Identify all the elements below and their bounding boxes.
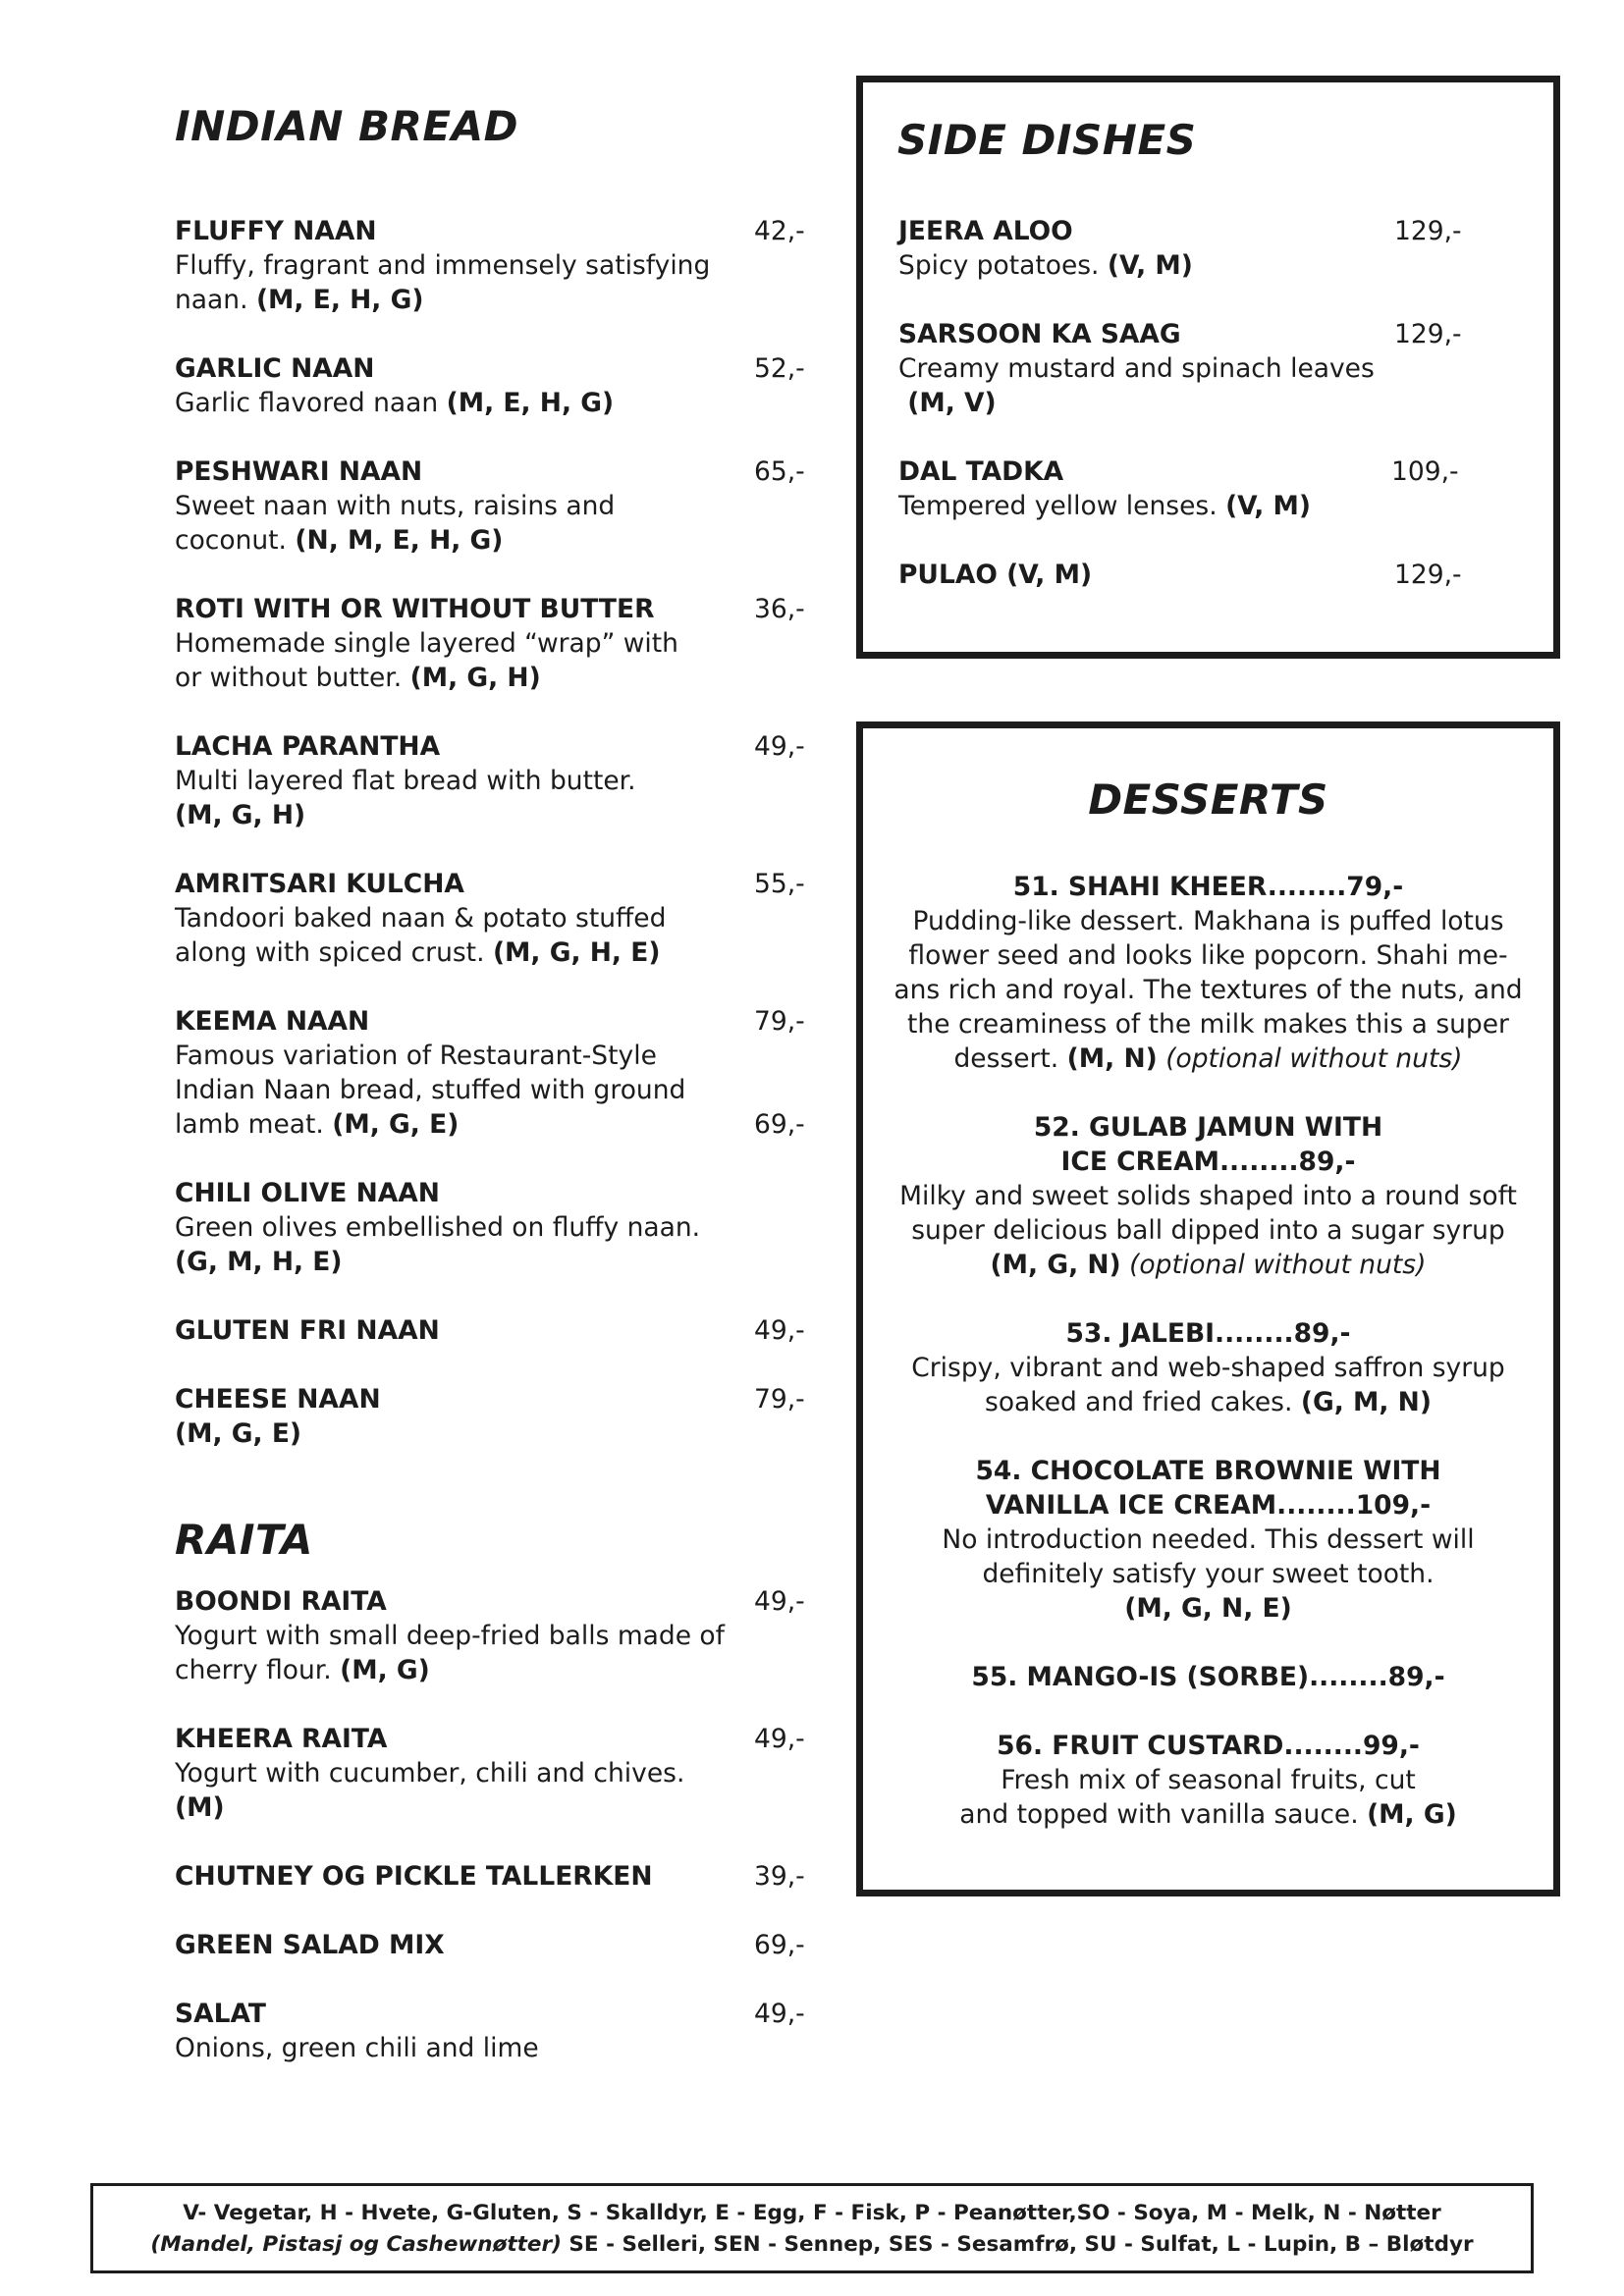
- dessert-allergens: (M, G): [1367, 1799, 1457, 1830]
- item-desc: Green olives embellished on fluffy naan.: [175, 1212, 701, 1243]
- item-price: 65,-: [754, 456, 805, 487]
- dessert-desc: definitely satisfy your sweet tooth.: [982, 1559, 1435, 1589]
- item-allergens: (M, G): [340, 1655, 430, 1685]
- item-name: PESHWARI NAAN: [175, 456, 423, 487]
- item-allergens: (M, V): [898, 388, 997, 418]
- item-name: SALAT: [175, 1999, 267, 2029]
- item-name: DAL TADKA: [898, 456, 1064, 487]
- dessert-title: ICE CREAM........89,-: [1060, 1147, 1356, 1177]
- item-allergens: (M, E, H, G): [255, 285, 424, 315]
- dessert-allergens: (M, G, N, E): [1124, 1593, 1292, 1624]
- item-desc: Tandoori baked naan & potato stuffed: [175, 903, 667, 934]
- item-price: 49,-: [754, 1586, 805, 1617]
- menu-item: [175, 1313, 803, 1348]
- dessert-desc: flower seed and looks like popcorn. Shahi me-: [908, 940, 1508, 971]
- dessert-title: VANILLA ICE CREAM........109,-: [985, 1490, 1432, 1521]
- menu-item: [175, 867, 803, 970]
- item-allergens: (N, M, E, H, G): [295, 525, 504, 556]
- desserts-title: DESSERTS: [1088, 775, 1328, 824]
- item-price: 52,-: [754, 353, 805, 384]
- legend-line-2: (Mandel, Pistasj og Cashewnøtter) SE - Selleri, SEN - Sennep, SES - Sesamfrø, SU - Sulfat, L - Lupin, B – Bløtdyr: [150, 2232, 1474, 2257]
- item-name: KEEMA NAAN: [175, 1006, 370, 1037]
- dessert-item: [863, 1660, 1553, 1694]
- item-name: FLUFFY NAAN: [175, 216, 377, 246]
- item-price: 49,-: [754, 1315, 805, 1346]
- dessert-desc: soaked and fried cakes. (G, M, N): [985, 1387, 1432, 1417]
- item-price: 129,-: [1394, 560, 1462, 590]
- item-desc: cherry flour. (M, G): [175, 1655, 430, 1685]
- legend-line-1: V- Vegetar, H - Hvete, G-Gluten, S - Skalldyr, E - Egg, F - Fisk, P - Peanøtter,SO - Soya, M - Melk, N - Nøtter: [183, 2201, 1441, 2225]
- side-dishes-title: SIDE DISHES: [897, 116, 1197, 164]
- item-name: KHEERA RAITA: [175, 1724, 388, 1754]
- dessert-title: 54. CHOCOLATE BROWNIE WITH: [975, 1456, 1441, 1486]
- item-price: 42,-: [754, 216, 805, 246]
- item-allergens: (M, G, E): [332, 1109, 460, 1140]
- item-name: LACHA PARANTHA: [175, 731, 441, 762]
- item-price-secondary: 69,-: [754, 1109, 805, 1140]
- item-price: 79,-: [754, 1384, 805, 1415]
- dessert-desc: Crispy, vibrant and web-shaped saffron syrup: [911, 1353, 1505, 1383]
- menu-item: [898, 317, 1488, 420]
- item-desc: coconut. (N, M, E, H, G): [175, 525, 504, 556]
- menu-item: [175, 1722, 803, 1825]
- item-allergens: (M, G, E): [175, 1418, 302, 1449]
- dessert-title: 52. GULAB JAMUN WITH: [1033, 1112, 1383, 1143]
- dessert-desc: dessert. (M, N) (optional without nuts): [953, 1043, 1463, 1074]
- item-desc: Spicy potatoes. (V, M): [898, 250, 1193, 281]
- item-desc: Onions, green chili and lime: [175, 2033, 539, 2063]
- dessert-item: [863, 1110, 1553, 1282]
- item-allergens: (M, G, H): [409, 663, 541, 693]
- item-price: 36,-: [754, 594, 805, 624]
- item-price: 129,-: [1394, 216, 1462, 246]
- item-price: 39,-: [754, 1861, 805, 1892]
- item-desc: lamb meat. (M, G, E): [175, 1109, 460, 1140]
- dessert-title: 51. SHAHI KHEER........79,-: [1012, 872, 1404, 902]
- item-name: BOONDI RAITA: [175, 1586, 387, 1617]
- menu-item: [175, 729, 803, 832]
- raita-title: RAITA: [175, 1516, 313, 1564]
- menu-item: [175, 1928, 803, 1962]
- item-desc: naan. (M, E, H, G): [175, 285, 424, 315]
- item-allergens: (M): [175, 1792, 225, 1823]
- menu-item: [898, 558, 1488, 592]
- item-desc: Sweet naan with nuts, raisins and: [175, 491, 616, 521]
- item-desc: Tempered yellow lenses. (V, M): [898, 491, 1312, 521]
- dessert-desc: Milky and sweet solids shaped into a round soft: [899, 1181, 1517, 1211]
- item-desc: Famous variation of Restaurant-Style: [175, 1041, 657, 1071]
- dessert-desc: ans rich and royal. The textures of the nuts, and: [893, 975, 1523, 1005]
- item-allergens: (M, E, H, G): [446, 388, 615, 418]
- menu-item: [898, 454, 1488, 523]
- item-desc: Yogurt with cucumber, chili and chives.: [175, 1758, 685, 1789]
- item-name: GLUTEN FRI NAAN: [175, 1315, 440, 1346]
- dessert-desc: Fresh mix of seasonal fruits, cut: [1001, 1765, 1416, 1795]
- menu-item: [175, 454, 803, 558]
- item-price: 49,-: [754, 1999, 805, 2029]
- item-allergens: (M, G, H): [175, 800, 306, 830]
- side-dishes-box: [856, 76, 1560, 659]
- dessert-title: 53. JALEBI........89,-: [1065, 1318, 1351, 1349]
- item-desc: Multi layered flat bread with butter.: [175, 766, 636, 796]
- item-name: ROTI WITH OR WITHOUT BUTTER: [175, 594, 655, 624]
- item-price: 55,-: [754, 869, 805, 899]
- allergen-legend: [90, 2183, 1534, 2273]
- item-price: 79,-: [754, 1006, 805, 1037]
- dessert-optional-note: (optional without nuts): [1129, 1250, 1427, 1280]
- item-name: JEERA ALOO: [898, 216, 1073, 246]
- dessert-allergens: (M, N): [1066, 1043, 1158, 1074]
- dessert-item: [863, 1316, 1553, 1419]
- dessert-desc: the creaminess of the milk makes this a super: [907, 1009, 1509, 1040]
- dessert-desc: [863, 1248, 1553, 1282]
- menu-item: [175, 1382, 803, 1451]
- menu-item: [175, 1584, 803, 1687]
- dessert-item: [863, 1454, 1553, 1626]
- item-name: CHILI OLIVE NAAN: [175, 1178, 440, 1208]
- item-name: CHUTNEY OG PICKLE TALLERKEN: [175, 1861, 653, 1892]
- item-name: CHEESE NAAN: [175, 1384, 381, 1415]
- item-price: 109,-: [1391, 456, 1459, 487]
- item-name: GREEN SALAD MIX: [175, 1930, 445, 1960]
- item-name: SARSOON KA SAAG: [898, 319, 1181, 349]
- item-desc: or without butter. (M, G, H): [175, 663, 541, 693]
- item-desc: Garlic flavored naan (M, E, H, G): [175, 388, 615, 418]
- dessert-allergens: (G, M, N): [1300, 1387, 1432, 1417]
- desserts-list: [863, 870, 1553, 1851]
- dessert-desc: and topped with vanilla sauce. (M, G): [959, 1799, 1457, 1830]
- item-price: 49,-: [754, 731, 805, 762]
- menu-item: [175, 214, 803, 317]
- dessert-item: [863, 870, 1553, 1076]
- item-allergens: (V, M): [1107, 250, 1193, 281]
- dessert-allergens: (M, G, N): [990, 1250, 1121, 1280]
- item-desc: Homemade single layered “wrap” with: [175, 628, 678, 659]
- item-name: AMRITSARI KULCHA: [175, 869, 464, 899]
- dessert-optional-note: (optional without nuts): [1165, 1043, 1463, 1074]
- item-desc: Yogurt with small deep-fried balls made of: [175, 1621, 725, 1651]
- dessert-desc: No introduction needed. This dessert will: [942, 1524, 1475, 1555]
- item-allergens: (V, M): [1225, 491, 1312, 521]
- item-desc: along with spiced crust. (M, G, H, E): [175, 937, 661, 968]
- menu-item: [175, 1859, 803, 1894]
- item-allergens: (G, M, H, E): [175, 1247, 343, 1277]
- item-desc: Fluffy, fragrant and immensely satisfying: [175, 250, 711, 281]
- item-desc: Indian Naan bread, stuffed with ground: [175, 1075, 686, 1105]
- item-price: 129,-: [1394, 319, 1462, 349]
- desserts-box: [856, 721, 1560, 1896]
- item-name: GARLIC NAAN: [175, 353, 375, 384]
- dessert-desc: Pudding-like dessert. Makhana is puffed lotus: [912, 906, 1504, 936]
- dessert-item: [863, 1729, 1553, 1832]
- menu-item: [175, 1176, 803, 1279]
- dessert-title: 55. MANGO-IS (SORBE)........89,-: [971, 1662, 1445, 1692]
- dessert-desc: super delicious ball dipped into a sugar syrup: [911, 1215, 1505, 1246]
- menu-item: [175, 351, 803, 420]
- indian-bread-title: INDIAN BREAD: [175, 102, 518, 150]
- item-allergens: (M, G, H, E): [492, 937, 661, 968]
- menu-item: [175, 1997, 803, 2065]
- menu-item: [175, 1004, 803, 1142]
- item-price: 69,-: [754, 1930, 805, 1960]
- item-desc: Creamy mustard and spinach leaves: [898, 353, 1375, 384]
- item-price: 49,-: [754, 1724, 805, 1754]
- menu-item: [898, 214, 1488, 283]
- item-name: PULAO (V, M): [898, 560, 1093, 590]
- dessert-title: 56. FRUIT CUSTARD........99,-: [997, 1731, 1420, 1761]
- menu-item: [175, 592, 803, 695]
- side-dishes-list: [898, 214, 1527, 607]
